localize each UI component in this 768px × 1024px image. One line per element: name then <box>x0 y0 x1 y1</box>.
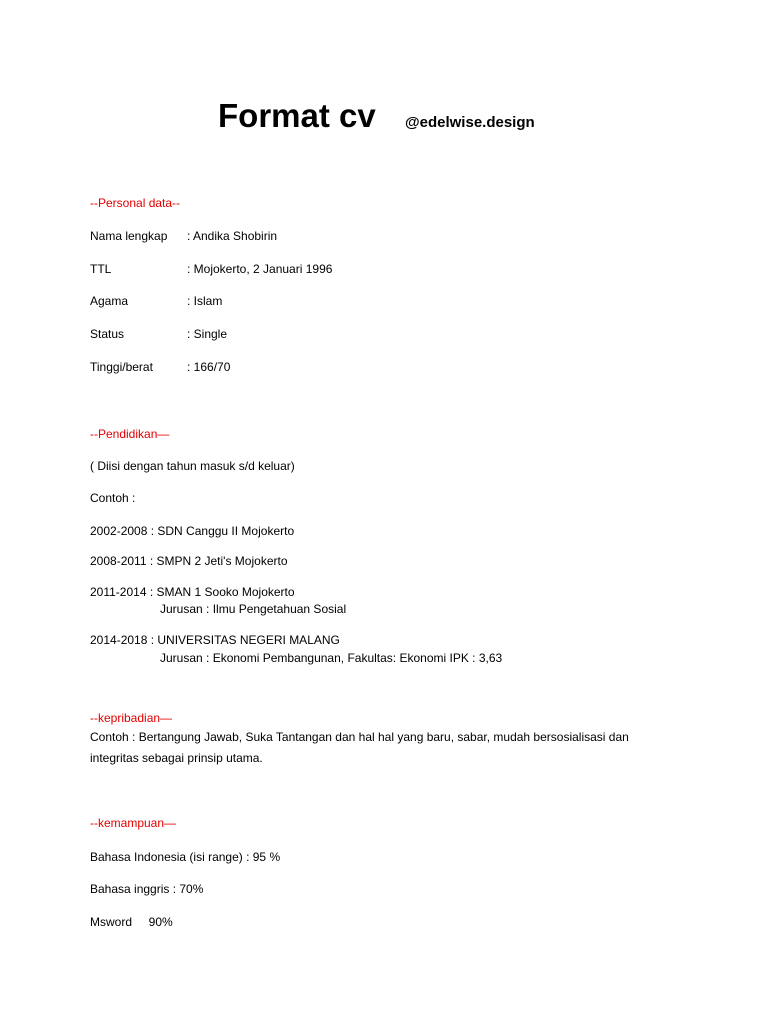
document-title: Format cv <box>218 97 376 134</box>
education-entry-3: 2011-2014 : SMAN 1 Sooko Mojokerto <box>90 585 295 599</box>
education-entry-1: 2002-2008 : SDN Canggu II Mojokerto <box>90 524 295 538</box>
personal-value-status: : Single <box>187 327 228 341</box>
personal-data-heading: --Personal data-- <box>90 196 181 210</box>
personal-label-height-weight: Tinggi/berat <box>90 360 153 374</box>
education-entry-4: 2014-2018 : UNIVERSITAS NEGERI MALANG <box>90 633 340 647</box>
personal-value-ttl: : Mojokerto, 2 Januari 1996 <box>187 262 333 276</box>
skills-heading: --kemampuan— <box>90 816 177 830</box>
education-heading: --Pendidikan— <box>90 427 170 441</box>
personal-label-name: Nama lengkap <box>90 229 168 243</box>
skill-item-msword: Msword 90% <box>90 915 173 929</box>
education-entry-4-major: Jurusan : Ekonomi Pembangunan, Fakultas: Ekonomi IPK : 3,63 <box>160 651 503 665</box>
education-note: ( Diisi dengan tahun masuk s/d keluar) <box>90 459 295 473</box>
personality-line-1: Contoh : Bertangung Jawab, Suka Tantangan dan hal hal yang baru, sabar, mudah bersosialisasi dan <box>90 730 629 744</box>
personality-heading: --kepribadian— <box>90 711 173 725</box>
education-example-label: Contoh : <box>90 491 136 505</box>
education-entry-3-major: Jurusan : Ilmu Pengetahuan Sosial <box>160 602 347 616</box>
personal-label-status: Status <box>90 327 125 341</box>
education-entry-2: 2008-2011 : SMPN 2 Jeti's Mojokerto <box>90 554 288 568</box>
personal-label-ttl: TTL <box>90 262 112 276</box>
personal-value-height-weight: : 166/70 <box>187 360 231 374</box>
skill-item-english: Bahasa inggris : 70% <box>90 882 204 896</box>
personal-label-religion: Agama <box>90 294 129 308</box>
skill-item-indonesian: Bahasa Indonesia (isi range) : 95 % <box>90 850 281 864</box>
personal-value-religion: : Islam <box>187 294 223 308</box>
document-handle: @edelwise.design <box>405 114 535 131</box>
personal-value-name: : Andika Shobirin <box>187 229 278 243</box>
personality-line-2: integritas sebagai prinsip utama. <box>90 751 263 765</box>
